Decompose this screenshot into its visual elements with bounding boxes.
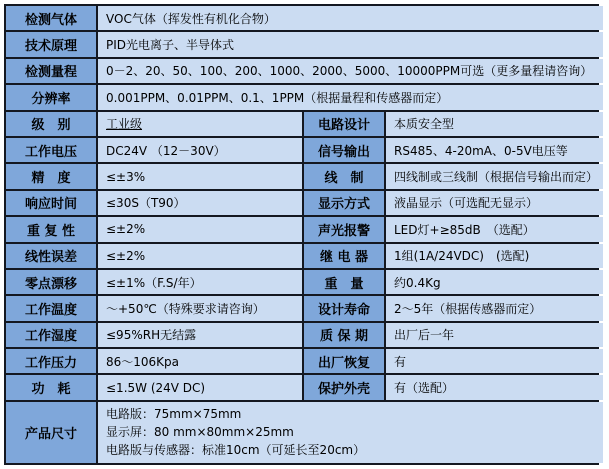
spec-label: 产品尺寸	[6, 402, 96, 463]
spec-label: 出厂恢复	[304, 349, 384, 373]
spec-value: 0－2、20、50、100、200、1000、2000、5000、10000PPM可选（更多量程请咨询）	[98, 59, 603, 83]
spec-value: 四线制或三线制（根据信号输出而定）	[386, 164, 603, 188]
spec-value: VOC气体（挥发性有机化合物）	[98, 6, 603, 30]
spec-value: ≤±2%	[98, 217, 302, 241]
size-line: 显示屏：80 mm×80mm×25mm	[106, 425, 294, 440]
spec-label: 检测量程	[6, 59, 96, 83]
spec-value: 有	[386, 349, 603, 373]
spec-value: 有（选配）	[386, 375, 603, 399]
spec-value	[98, 402, 603, 463]
size-line: 电路版与传感器：标准10cm（可延长至20cm）	[106, 443, 366, 458]
spec-label: 线 制	[304, 164, 384, 188]
spec-value: ≤±1%（F.S/年）	[98, 270, 302, 294]
spec-label: 工作湿度	[6, 323, 96, 347]
spec-label: 信号输出	[304, 138, 384, 162]
spec-value: ≤1.5W (24V DC)	[98, 375, 302, 399]
spec-label: 响应时间	[6, 191, 96, 215]
spec-table	[4, 4, 599, 465]
spec-value: 86～106Kpa	[98, 349, 302, 373]
spec-label: 检测气体	[6, 6, 96, 30]
spec-label: 电路设计	[304, 112, 384, 136]
spec-value: 1组(1A/24VDC) (选配)	[386, 244, 603, 268]
spec-value: RS485、4-20mA、0-5V电压等	[386, 138, 603, 162]
spec-label: 质 保 期	[304, 323, 384, 347]
spec-value: 液晶显示（可选配无显示）	[386, 191, 603, 215]
spec-label: 工作温度	[6, 296, 96, 320]
spec-label: 保护外壳	[304, 375, 384, 399]
spec-value: 本质安全型	[386, 112, 603, 136]
spec-label: 精 度	[6, 164, 96, 188]
spec-label: 分辨率	[6, 85, 96, 109]
spec-label: 显示方式	[304, 191, 384, 215]
spec-value: 2～5年（根据传感器而定）	[386, 296, 603, 320]
spec-label: 工作压力	[6, 349, 96, 373]
spec-label: 设计寿命	[304, 296, 384, 320]
spec-label: 功 耗	[6, 375, 96, 399]
spec-label: 重 复 性	[6, 217, 96, 241]
spec-value: 0.001PPM、0.01PPM、0.1、1PPM（根据量程和传感器而定）	[98, 85, 603, 109]
spec-label: 工作电压	[6, 138, 96, 162]
spec-value: ≤95%RH无结露	[98, 323, 302, 347]
spec-value: DC24V （12－30V）	[98, 138, 302, 162]
spec-value: ≤30S（T90）	[98, 191, 302, 215]
spec-label: 级 别	[6, 112, 96, 136]
spec-label: 声光报警	[304, 217, 384, 241]
spec-label: 重 量	[304, 270, 384, 294]
spec-value: 约0.4Kg	[386, 270, 603, 294]
spec-value: ≤±3%	[98, 164, 302, 188]
spec-value: 工业级	[98, 112, 302, 136]
spec-value: PID光电离子、半导体式	[98, 32, 603, 56]
spec-label: 零点漂移	[6, 270, 96, 294]
spec-value: LED灯+≥85dB （选配）	[386, 217, 603, 241]
spec-label: 线性误差	[6, 244, 96, 268]
spec-label: 技术原理	[6, 32, 96, 56]
spec-value: ≤±2%	[98, 244, 302, 268]
spec-label: 继 电 器	[304, 244, 384, 268]
spec-value: ～+50℃（特殊要求请咨询）	[98, 296, 302, 320]
spec-value: 出厂后一年	[386, 323, 603, 347]
size-line: 电路版：75mm×75mm	[106, 407, 242, 422]
